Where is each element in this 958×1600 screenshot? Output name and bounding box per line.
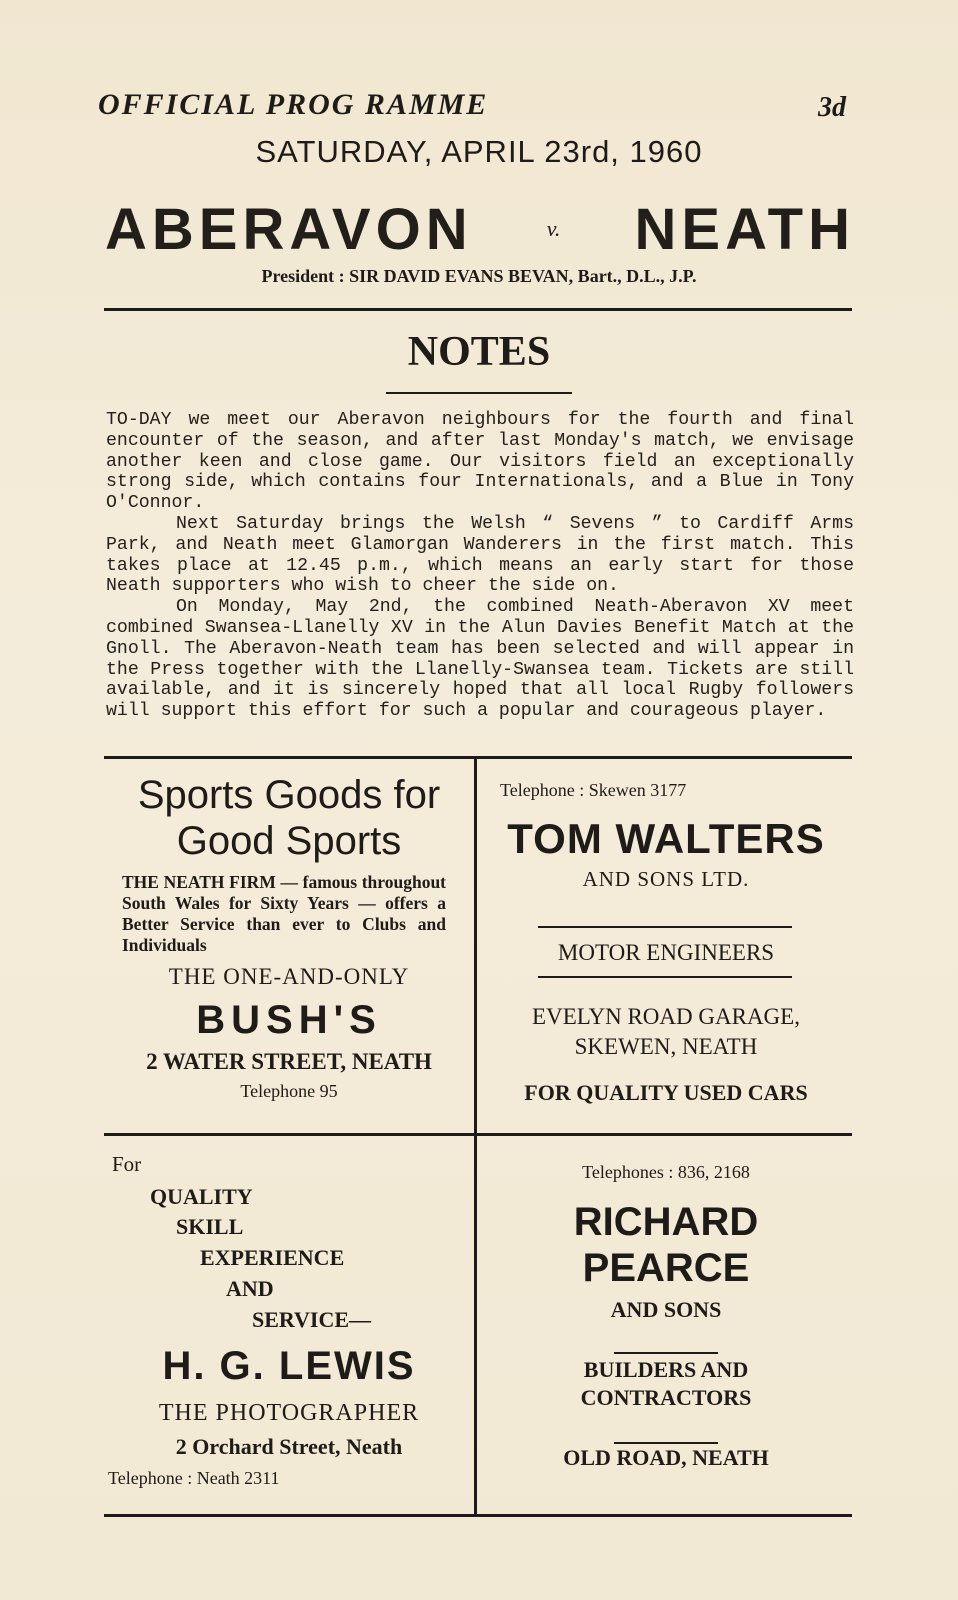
richard-pearce-telephone: Telephones : 836, 2168 <box>582 1162 750 1182</box>
header-divider <box>104 308 852 311</box>
tom-walters-advert <box>480 780 852 1106</box>
notes-paragraph: Next Saturday brings the Welsh “ Sevens ” to Cardiff Arms Park, and Neath meet Glamorgan Wanderers in the first match. This takes place at 12.45 p.m., which means an early start for those Neath supporters who wish to cheer the side on. <box>106 513 854 597</box>
bushs-name: BUSH'S <box>196 998 382 1042</box>
ads-middle-rule <box>104 1133 852 1136</box>
tom-walters-subname: AND SONS LTD. <box>582 867 750 891</box>
programme-title: OFFICIAL PROG RAMME <box>98 88 489 121</box>
tom-walters-address-1: EVELYN ROAD GARAGE, <box>532 1004 800 1029</box>
hg-lewis-word: SERVICE— <box>252 1307 372 1332</box>
ads-top-rule <box>104 756 852 759</box>
tom-walters-divider-2 <box>538 976 792 978</box>
richard-pearce-subname: AND SONS <box>610 1297 722 1322</box>
richard-pearce-divider-1 <box>614 1352 718 1354</box>
bushs-tagline: THE ONE-AND-ONLY <box>168 964 410 989</box>
price-label: 3d <box>818 92 846 123</box>
hg-lewis-name: H. G. LEWIS <box>162 1344 416 1388</box>
notes-paragraph: On Monday, May 2nd, the combined Neath-Aberavon XV meet combined Swansea-Llanelly XV in the Alun Davies Benefit Match at the Gnoll. The Aberavon-Neath team has been selected and will appear in the Press together with the Llanelly-Swansea team. Tickets are still available, and it is sincerely hoped that all local Rugby followers will support this effort for such a popular and courageous player. <box>106 597 854 722</box>
tom-walters-divider-1 <box>538 926 792 928</box>
notes-title: NOTES <box>407 329 551 375</box>
president-line: President : SIR DAVID EVANS BEVAN, Bart., D.L., J.P. <box>261 266 697 286</box>
tom-walters-slogan: FOR QUALITY USED CARS <box>524 1080 808 1105</box>
hg-lewis-word: SKILL <box>176 1214 244 1239</box>
tom-walters-trade: MOTOR ENGINEERS <box>557 940 775 965</box>
hg-lewis-word: QUALITY <box>150 1184 253 1209</box>
bushs-description: THE NEATH FIRM — famous throughout South Wales for Sixty Years — offers a Better Service than ever to Clubs and Individuals <box>122 872 446 955</box>
versus-label: v. <box>546 216 561 241</box>
richard-pearce-trade-2: CONTRACTORS <box>580 1385 752 1410</box>
bushs-headline-1: Sports Goods for <box>137 773 441 817</box>
away-team: NEATH <box>634 196 855 262</box>
bushs-advert <box>108 772 470 1102</box>
notes-title-underline <box>386 392 572 394</box>
bushs-address: 2 WATER STREET, NEATH <box>146 1049 432 1074</box>
richard-pearce-name-2: PEARCE <box>582 1246 750 1290</box>
hg-lewis-word: AND <box>226 1276 274 1301</box>
notes-paragraph: TO-DAY we meet our Aberavon neighbours for the fourth and final encounter of the season, and after last Monday's match, we envisage another keen and close game. Our visitors field an exceptionally strong side, which contains four Internationals, and a Blue in Tony O'Connor. <box>106 410 854 514</box>
hg-lewis-advert <box>108 1152 470 1512</box>
ads-bottom-rule <box>104 1514 852 1517</box>
richard-pearce-advert <box>480 1162 852 1471</box>
richard-pearce-address: OLD ROAD, NEATH <box>563 1445 769 1470</box>
richard-pearce-divider-2 <box>614 1442 718 1444</box>
tom-walters-name: TOM WALTERS <box>507 815 825 862</box>
fixture-heading <box>105 194 855 264</box>
richard-pearce-trade-1: BUILDERS AND <box>583 1357 749 1382</box>
hg-lewis-trade: THE PHOTOGRAPHER <box>158 1400 420 1426</box>
hg-lewis-address: 2 Orchard Street, Neath <box>175 1434 403 1459</box>
home-team: ABERAVON <box>105 196 473 262</box>
hg-lewis-word: EXPERIENCE <box>200 1245 345 1270</box>
tom-walters-address-2: SKEWEN, NEATH <box>574 1034 758 1059</box>
hg-lewis-telephone: Telephone : Neath 2311 <box>108 1468 280 1488</box>
hg-lewis-for: For <box>112 1152 142 1176</box>
richard-pearce-name-1: RICHARD <box>573 1200 759 1244</box>
tom-walters-telephone: Telephone : Skewen 3177 <box>500 780 687 800</box>
bushs-headline-2: Good Sports <box>176 819 402 863</box>
bushs-telephone: Telephone 95 <box>240 1081 338 1101</box>
match-date: SATURDAY, APRIL 23rd, 1960 <box>255 134 703 169</box>
ads-vertical-rule <box>474 758 477 1514</box>
notes-body <box>106 410 854 722</box>
